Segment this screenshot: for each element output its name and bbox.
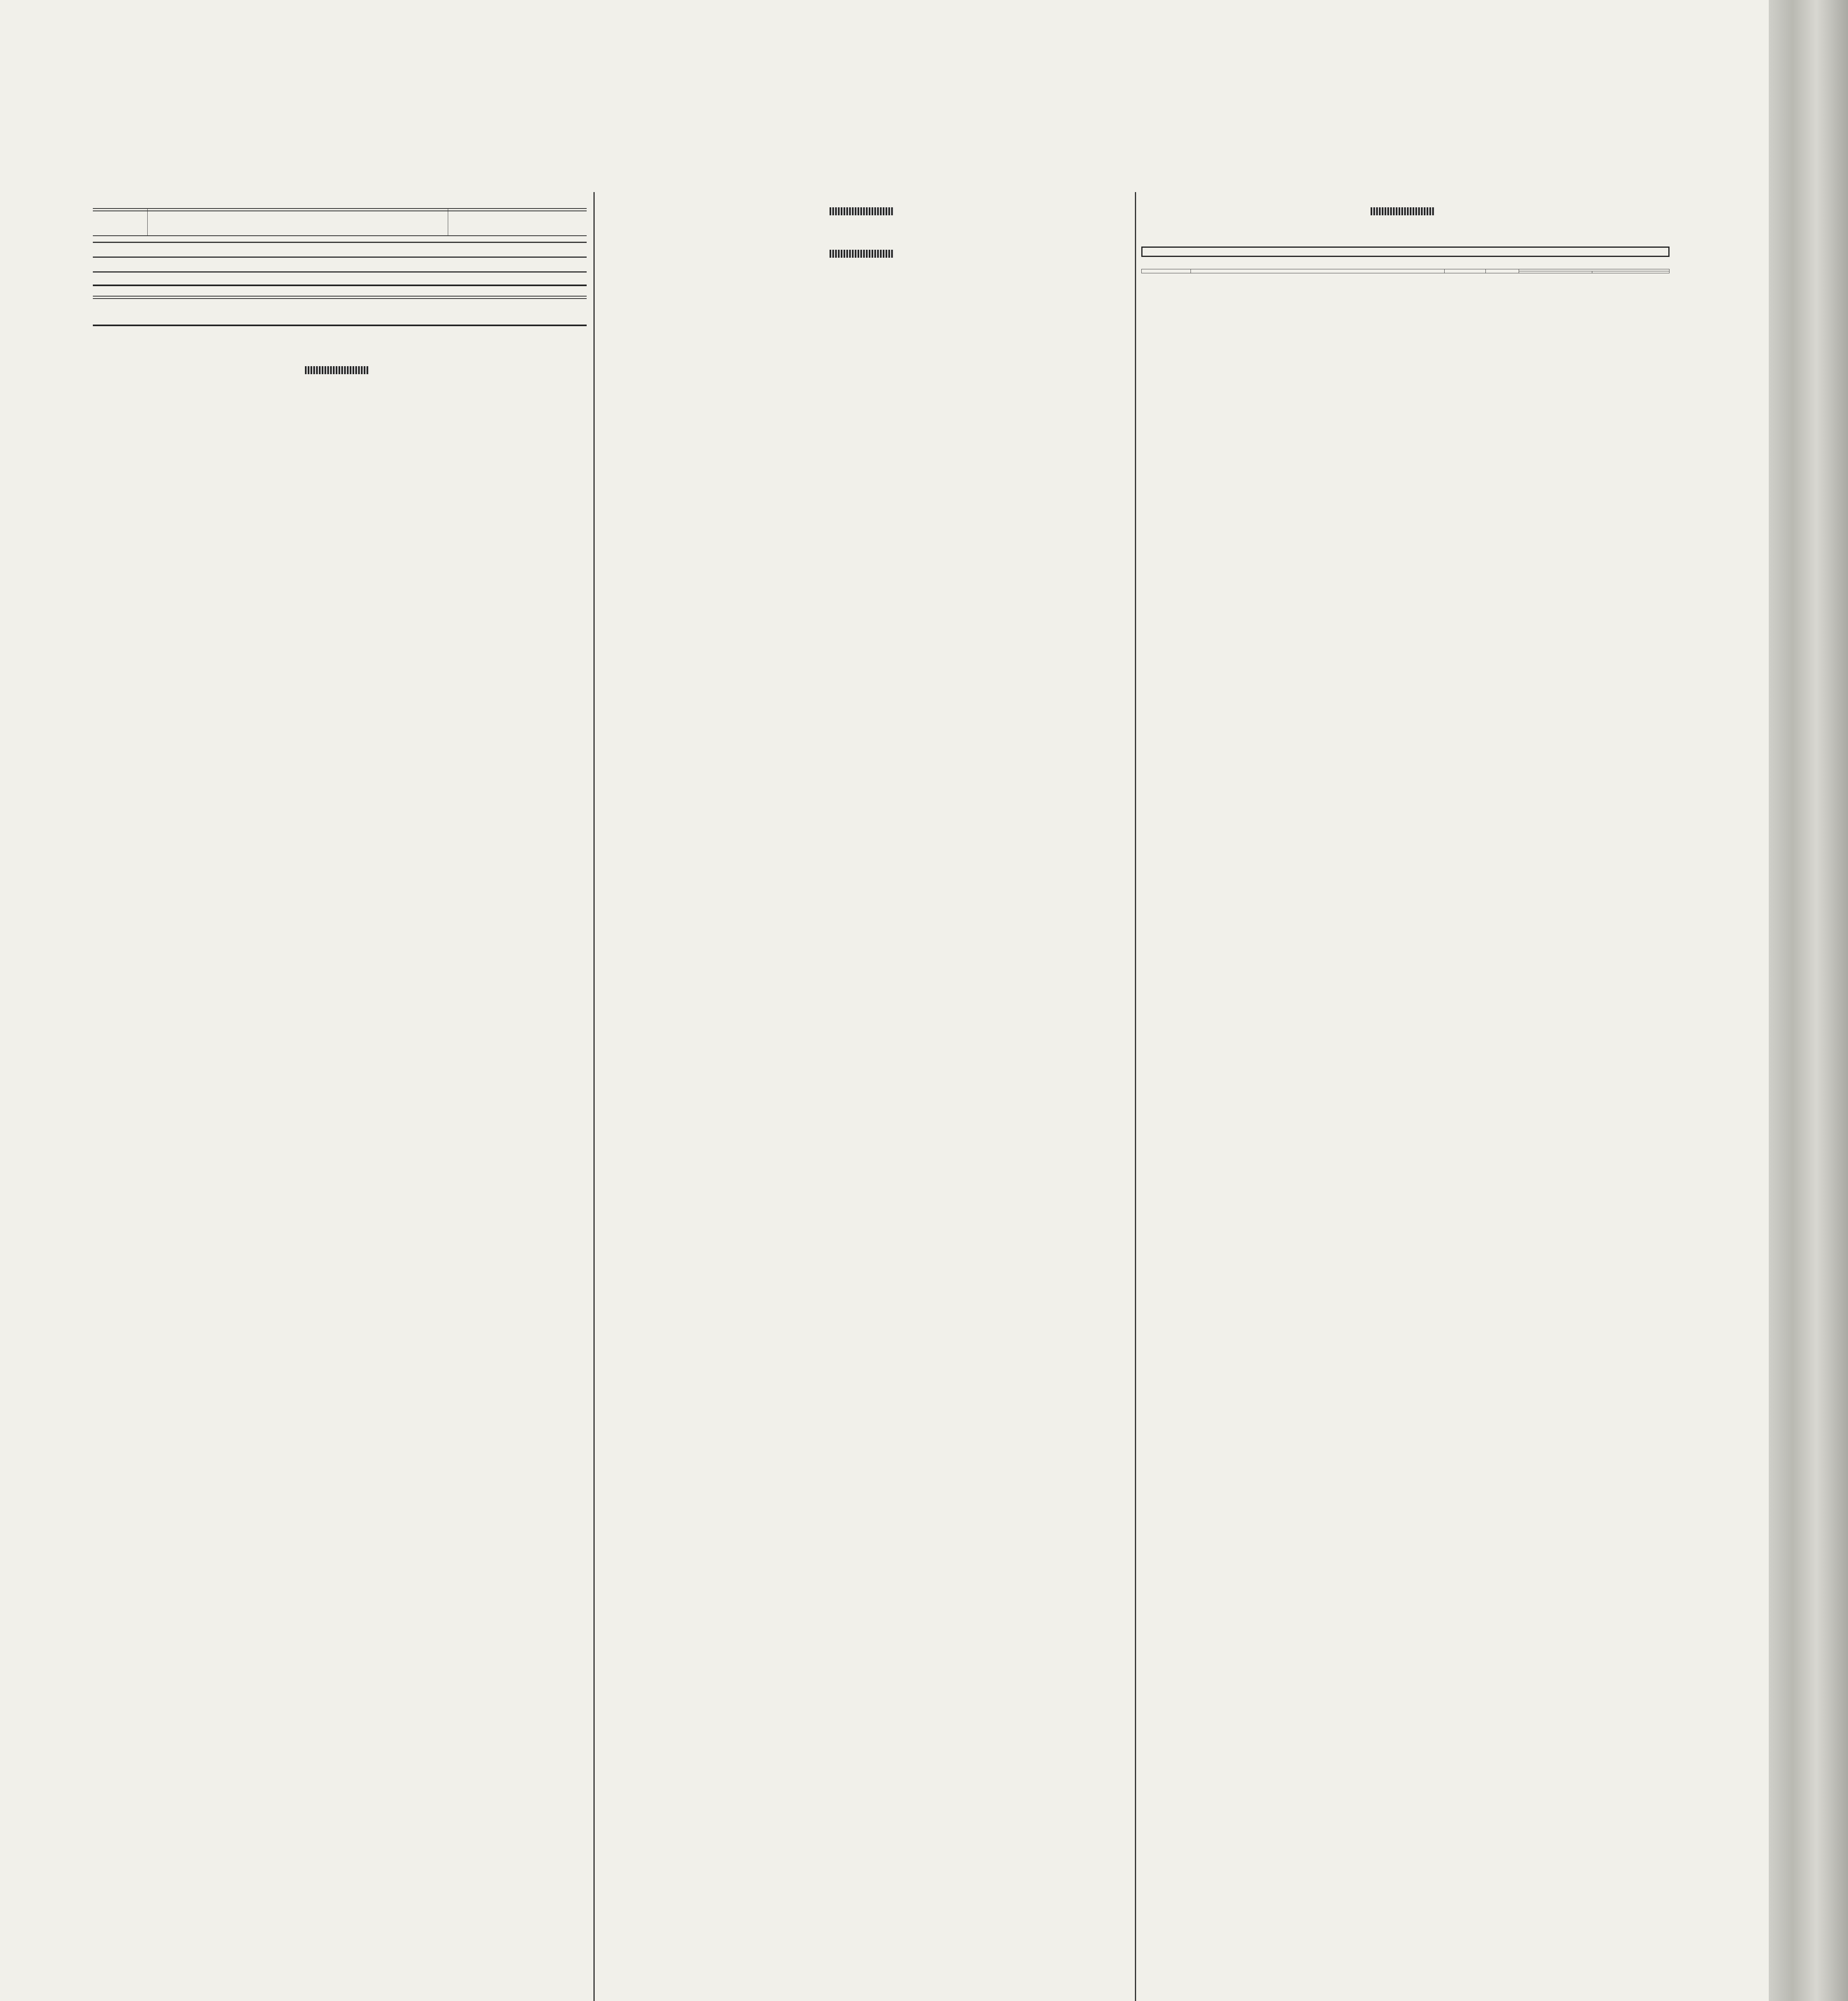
table-row xyxy=(93,234,587,236)
cell-demande xyxy=(470,313,528,315)
decisions-title xyxy=(93,325,587,333)
page-header xyxy=(0,128,1769,160)
net-ordres-header xyxy=(1592,271,1670,273)
column-3 xyxy=(1141,196,1670,2001)
notice-35001-header xyxy=(600,266,1128,281)
net-header xyxy=(1519,271,1592,273)
cell-today xyxy=(448,234,587,236)
notice-34998-header xyxy=(93,340,587,355)
notice-35000-header xyxy=(600,223,1128,239)
numeros-header xyxy=(1486,269,1519,273)
divider xyxy=(93,257,587,258)
cours-table xyxy=(93,208,587,236)
divider xyxy=(93,242,587,243)
notice-35003-header xyxy=(600,287,1128,303)
cell-valeur xyxy=(93,313,470,315)
rachats-table xyxy=(93,296,587,315)
cell-label xyxy=(148,234,448,236)
column-rule xyxy=(593,192,595,2001)
column-rule xyxy=(1135,192,1136,2001)
effet-date xyxy=(600,247,1128,259)
column-2 xyxy=(600,196,1128,2001)
coupons-table xyxy=(1141,269,1670,273)
effet-date xyxy=(600,204,1128,217)
table-row xyxy=(93,313,587,315)
renseignements-title xyxy=(93,285,587,293)
column-1 xyxy=(93,196,587,2001)
date-header xyxy=(1142,269,1191,273)
notice-35002-header xyxy=(1141,223,1670,239)
book-edge xyxy=(1769,0,1848,2001)
designation-header xyxy=(1191,269,1445,273)
effet-date xyxy=(1141,204,1670,217)
avis-du-jour-box xyxy=(1141,247,1670,257)
effet-date xyxy=(93,363,587,376)
cell-prev xyxy=(93,234,148,236)
code-header xyxy=(1445,269,1486,273)
notice-34999-header xyxy=(93,382,587,397)
divider xyxy=(93,271,587,273)
cell-quantite xyxy=(528,313,587,315)
